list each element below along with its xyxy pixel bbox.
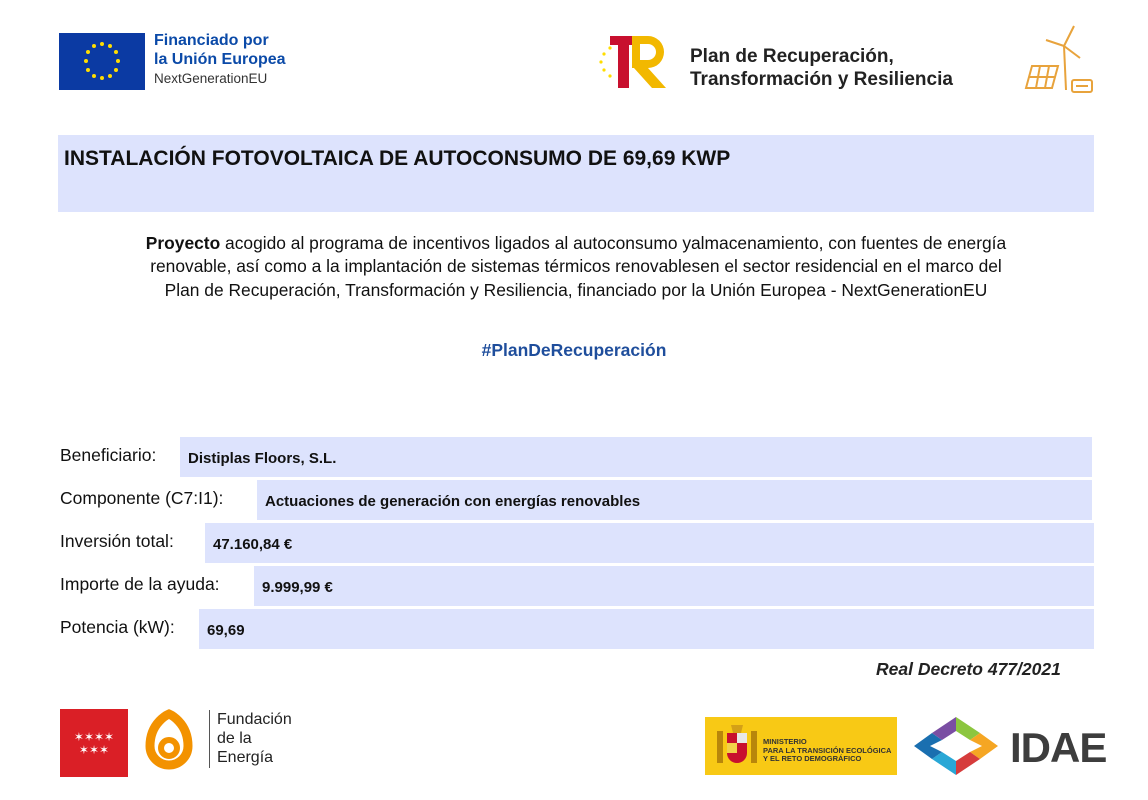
componente-label: Componente (C7:I1):: [60, 488, 224, 508]
eu-line-2: la Unión Europea: [154, 51, 286, 69]
description-line-1-text: acogido al programa de incentivos ligados al autoconsumo yalmacenamiento, con fuentes de energía: [220, 233, 1007, 253]
eu-flag-icon: [59, 33, 145, 90]
svg-text:✶✶✶: ✶✶✶: [78, 743, 110, 757]
eu-line-1: Financiado por: [154, 32, 269, 49]
page-title: INSTALACIÓN FOTOVOLTAICA DE AUTOCONSUMO DE 69,69 KWP: [64, 147, 731, 170]
description-lead: Proyecto: [145, 233, 221, 253]
plan-recuperacion-text: [690, 46, 953, 92]
description-line-3: Plan de Recuperación, Transformación y Resiliencia, financiado por la Unión Europea - NextGenerationEU: [164, 279, 988, 300]
ministerio-text: [763, 738, 891, 764]
potencia-value: 69,69: [199, 609, 1094, 649]
importe-value: 9.999,99 €: [254, 566, 1094, 606]
plan-line-2: Transformación y Resiliencia: [690, 68, 953, 90]
inversion-row: [58, 523, 1094, 563]
eu-line-3: NextGenerationEU: [154, 71, 268, 87]
plan-recuperacion-logo: [596, 32, 674, 92]
idae-logo: [910, 713, 1002, 779]
beneficiario-label: Beneficiario:: [60, 445, 157, 465]
comunidad-madrid-flag-icon: [60, 709, 128, 777]
fundacion-line-2: de la: [217, 730, 252, 748]
hashtag: #PlanDeRecuperación: [481, 340, 667, 360]
importe-row: [58, 566, 1094, 606]
beneficiario-value: Distiplas Floors, S.L.: [180, 437, 1092, 477]
real-decreto: Real Decreto 477/2021: [876, 659, 1061, 679]
componente-value: Actuaciones de generación con energías renovables: [257, 480, 1092, 520]
potencia-row: [58, 609, 1094, 649]
ministerio-logo: [705, 717, 897, 775]
description-line-1: [58, 232, 1094, 255]
project-description: [58, 232, 1094, 302]
eu-funding-text: [154, 31, 286, 88]
svg-text:✶✶✶✶: ✶✶✶✶: [73, 730, 115, 744]
escudo-espana-icon: [715, 723, 759, 769]
componente-row: [58, 480, 1092, 520]
beneficiario-row: [58, 437, 1092, 477]
plan-line-1: Plan de Recuperación,: [690, 46, 894, 67]
ministerio-line-3: Y EL RETO DEMOGRÁFICO: [763, 754, 862, 764]
ministerio-line-2: PARA LA TRANSICIÓN ECOLÓGICA: [763, 745, 892, 755]
idae-text: IDAE: [1010, 724, 1107, 771]
fundacion-energia-text: [209, 710, 292, 768]
inversion-label: Inversión total:: [60, 531, 174, 551]
importe-label: Importe de la ayuda:: [60, 574, 220, 594]
inversion-value: 47.160,84 €: [205, 523, 1094, 563]
fundacion-line-1: Fundación: [217, 711, 292, 728]
ministerio-line-1: MINISTERIO: [763, 737, 807, 746]
fundacion-energia-logo: [134, 708, 204, 778]
description-line-2: renovable, así como a la implantación de sistemas térmicos renovablesen el sector residencial en el marco del: [150, 256, 1002, 277]
potencia-label: Potencia (kW):: [60, 617, 175, 637]
fundacion-line-3: Energía: [217, 749, 274, 767]
solar-wind-icon: [1016, 24, 1094, 96]
